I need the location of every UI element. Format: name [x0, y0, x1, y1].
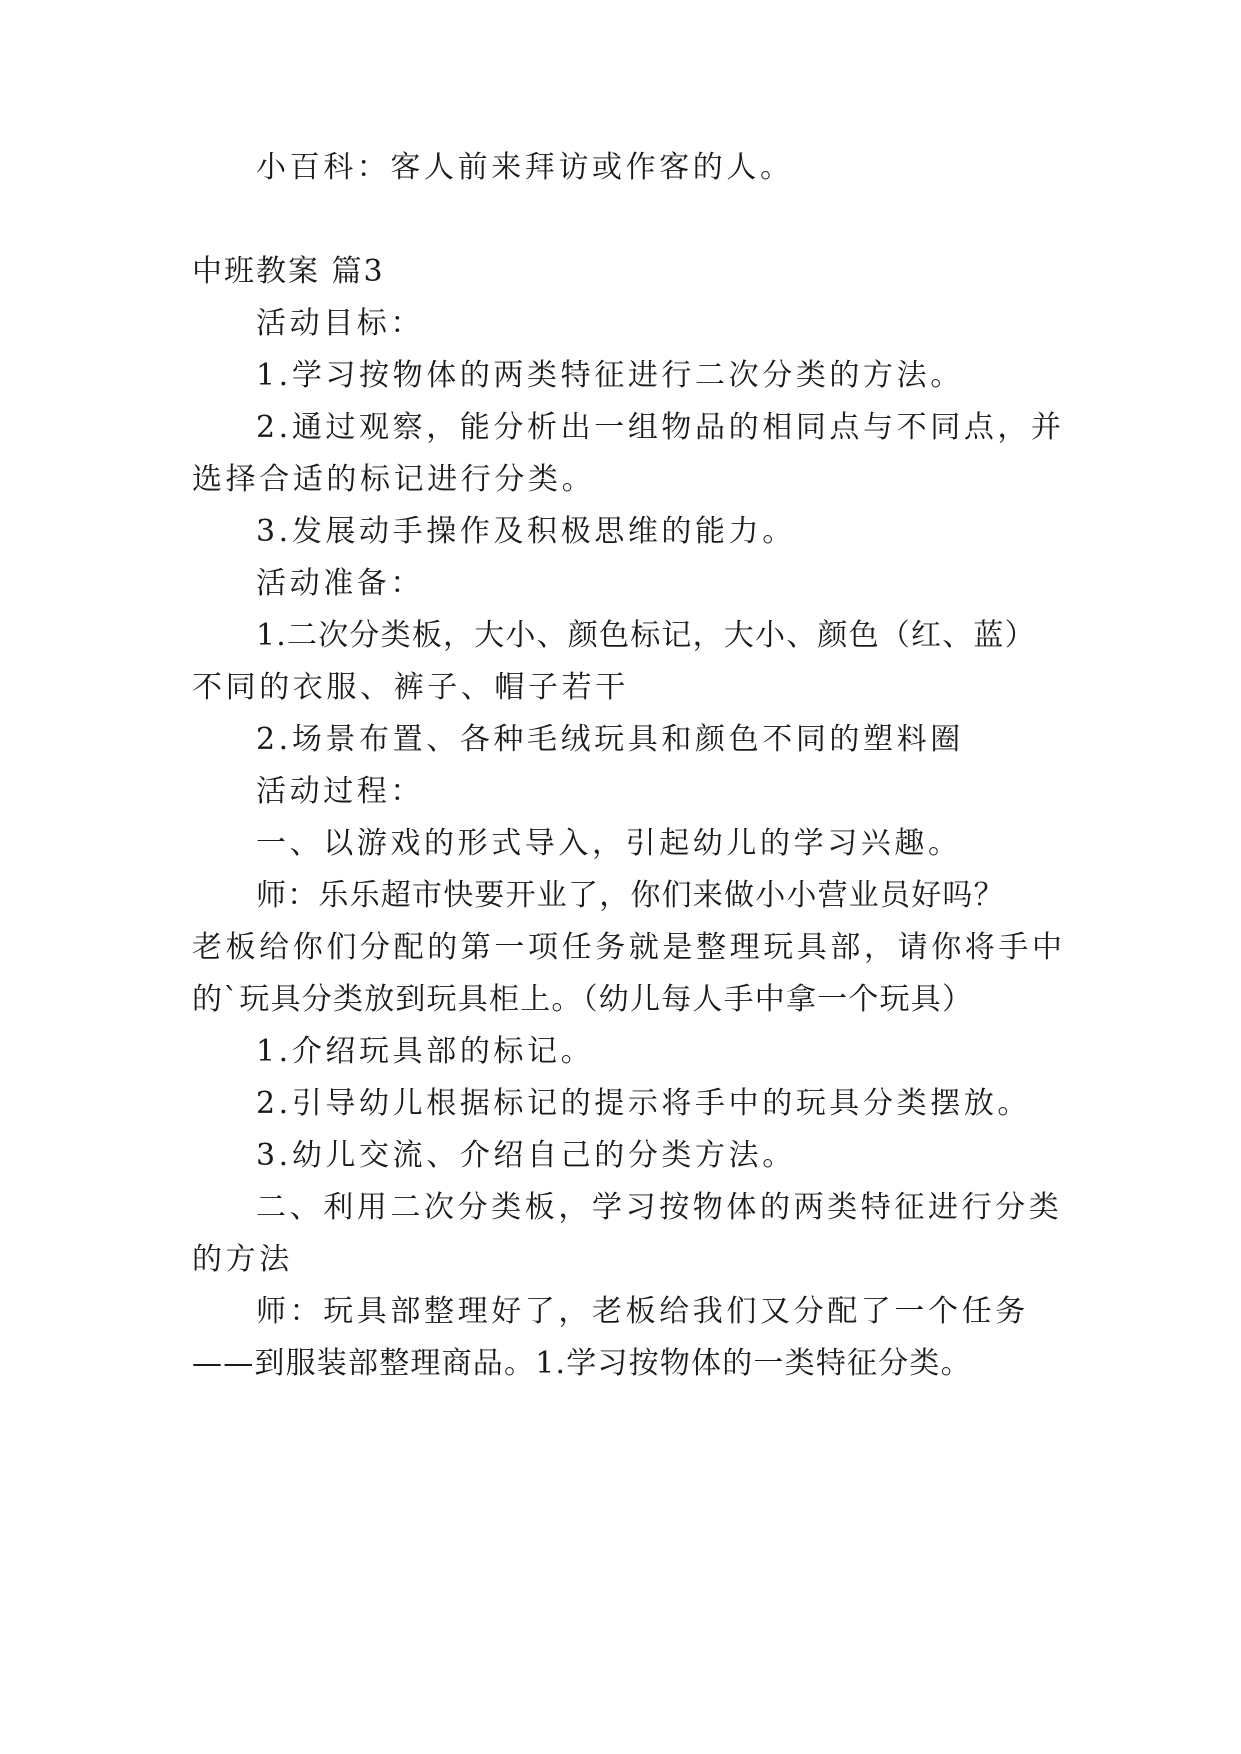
goal-item-3: 3.发展动手操作及积极思维的能力。: [256, 514, 796, 549]
preparation-item-1-line-2: 不同的衣服、裤子、帽子若干: [192, 670, 629, 705]
process-heading: 活动过程：: [256, 774, 424, 809]
process-step-2-title-line-2: 的方法: [192, 1242, 293, 1277]
preparation-item-1-line-1: 1.二次分类板，大小、颜色标记，大小、颜色（红、蓝）: [256, 618, 1036, 653]
teacher-dialogue-line-1: 师：乐乐超市快要开业了，你们来做小小营业员好吗？: [256, 878, 1005, 913]
goal-item-2-line-2: 选择合适的标记进行分类。: [192, 462, 596, 497]
process-step-2-title-line-1: 二、利用二次分类板，学习按物体的两类特征进行分类: [256, 1190, 1063, 1225]
preparation-item-2: 2.场景布置、各种毛绒玩具和颜色不同的塑料圈: [256, 722, 964, 757]
process-step-1-item-1: 1.介绍玩具部的标记。: [256, 1034, 595, 1069]
goals-heading: 活动目标：: [256, 306, 424, 341]
section-title: 中班教案 篇3: [192, 254, 385, 289]
teacher-dialogue-2-line-1: 师：玩具部整理好了，老板给我们又分配了一个任务: [256, 1294, 1029, 1329]
goal-item-2-line-1: 2.通过观察，能分析出一组物品的相同点与不同点，并: [256, 410, 1065, 445]
process-step-1-item-3: 3.幼儿交流、介绍自己的分类方法。: [256, 1138, 796, 1173]
process-step-1-title: 一、以游戏的形式导入，引起幼儿的学习兴趣。: [256, 826, 962, 861]
goal-item-1: 1.学习按物体的两类特征进行二次分类的方法。: [256, 358, 964, 393]
teacher-dialogue-line-2: 老板给你们分配的第一项任务就是整理玩具部，请你将手中: [192, 930, 1066, 965]
teacher-dialogue-line-3: 的`玩具分类放到玩具柜上。（幼儿每人手中拿一个玩具）: [192, 982, 974, 1017]
process-step-1-item-2: 2.引导幼儿根据标记的提示将手中的玩具分类摆放。: [256, 1086, 1032, 1121]
preparation-heading: 活动准备：: [256, 566, 424, 601]
intro-note: 小百科：客人前来拜访或作客的人。: [256, 150, 794, 185]
teacher-dialogue-2-line-2: ——到服装部整理商品。1.学习按物体的一类特征分类。: [192, 1346, 972, 1381]
